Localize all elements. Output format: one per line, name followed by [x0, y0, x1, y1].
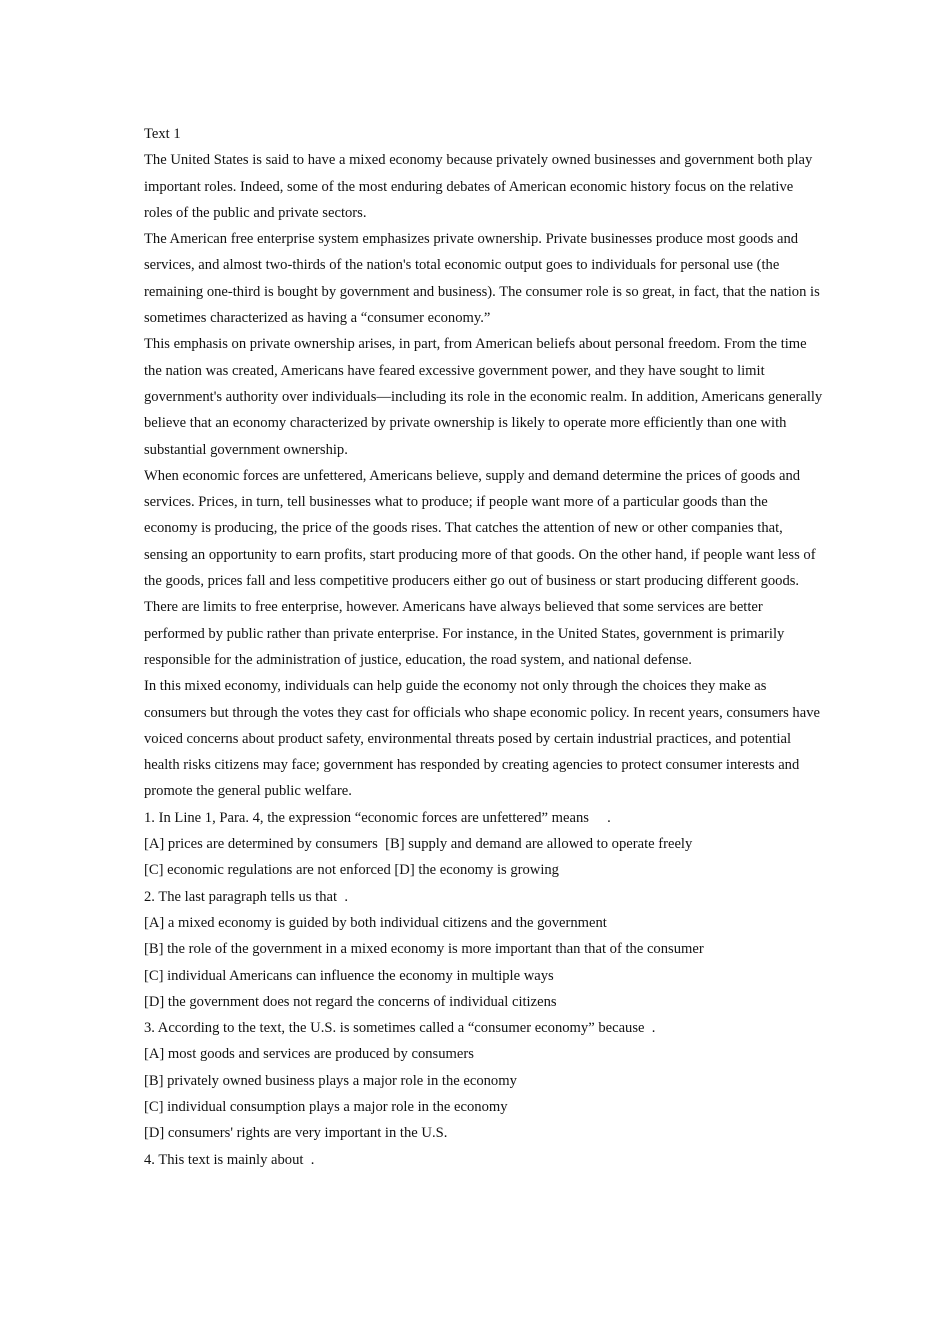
question-option-line: [B] privately owned business plays a major role in the economy	[144, 1072, 517, 1089]
question-option-line: [C] individual consumption plays a major role in the economy	[144, 1098, 508, 1115]
question-4	[144, 1147, 824, 1173]
paragraph-2: The American free enterprise system emphasizes private ownership. Private businesses produce most goods and services, and almost two-thirds of the nation's total economic output goes to individuals for personal use (the remaining one-third is bought by government and business). The consumer role is so great, in fact, that the nation is sometimes characterized as having a “consumer economy.”	[144, 231, 820, 327]
paragraph-6: In this mixed economy, individuals can help guide the economy not only through the choices they make as consumers but through the votes they cast for officials who shape economic policy. In recent years, consumers have voiced concerns about product safety, environmental threats posed by certain industrial practices, and potential health risks citizens may face; government has responded by creating agencies to protect consumer interests and promote the general public welfare.	[144, 678, 820, 800]
question-option-line: [A] prices are determined by consumers [B] supply and demand are allowed to operate freely	[144, 836, 693, 853]
paragraph-1: The United States is said to have a mixed economy because privately owned businesses and government both play important roles. Indeed, some of the most enduring debates of American economic history focus on the relative roles of the public and private sectors.	[144, 152, 813, 221]
paragraph-4: When economic forces are unfettered, Americans believe, supply and demand determine the prices of goods and services. Prices, in turn, tell businesses what to produce; if people want more of a particular goods than the economy is producing, the price of the goods rises. That catches the attention of new or other companies that, sensing an opportunity to earn profits, start producing more of that goods. On the other hand, if people want less of the goods, prices fall and less competitive producers either go out of business or start producing different goods.	[144, 467, 816, 590]
question-option-line: [D] consumers' rights are very important in the U.S.	[144, 1125, 448, 1142]
question-stem: 2. The last paragraph tells us that .	[144, 888, 348, 905]
document-page	[144, 121, 824, 1173]
question-stem: 3. According to the text, the U.S. is sometimes called a “consumer economy” because .	[144, 1020, 656, 1037]
question-option-line: [C] economic regulations are not enforced [D] the economy is growing	[144, 862, 559, 879]
question-3	[144, 1015, 824, 1146]
question-option-line: [A] a mixed economy is guided by both individual citizens and the government	[144, 914, 607, 931]
question-option-line: [C] individual Americans can influence the economy in multiple ways	[144, 967, 554, 984]
question-option-line: [D] the government does not regard the concerns of individual citizens	[144, 993, 557, 1010]
question-stem: 4. This text is mainly about .	[144, 1151, 315, 1168]
question-2	[144, 884, 824, 1015]
question-1	[144, 805, 824, 884]
question-option-line: [B] the role of the government in a mixed economy is more important than that of the consumer	[144, 941, 704, 958]
text-heading: Text 1	[144, 126, 181, 142]
question-stem: 1. In Line 1, Para. 4, the expression “economic forces are unfettered” means .	[144, 809, 611, 826]
paragraph-3: This emphasis on private ownership arises, in part, from American beliefs about personal freedom. From the time the nation was created, Americans have feared excessive government power, and they have sought to limit government's authority over individuals—including its role in the economic realm. In addition, Americans generally believe that an economy characterized by private ownership is likely to operate more efficiently than one with substantial government ownership.	[144, 336, 823, 458]
paragraph-5: There are limits to free enterprise, however. Americans have always believed that some services are better performed by public rather than private enterprise. For instance, in the United States, government is primarily responsible for the administration of justice, education, the road system, and national defense.	[144, 599, 785, 668]
question-option-line: [A] most goods and services are produced by consumers	[144, 1046, 474, 1063]
